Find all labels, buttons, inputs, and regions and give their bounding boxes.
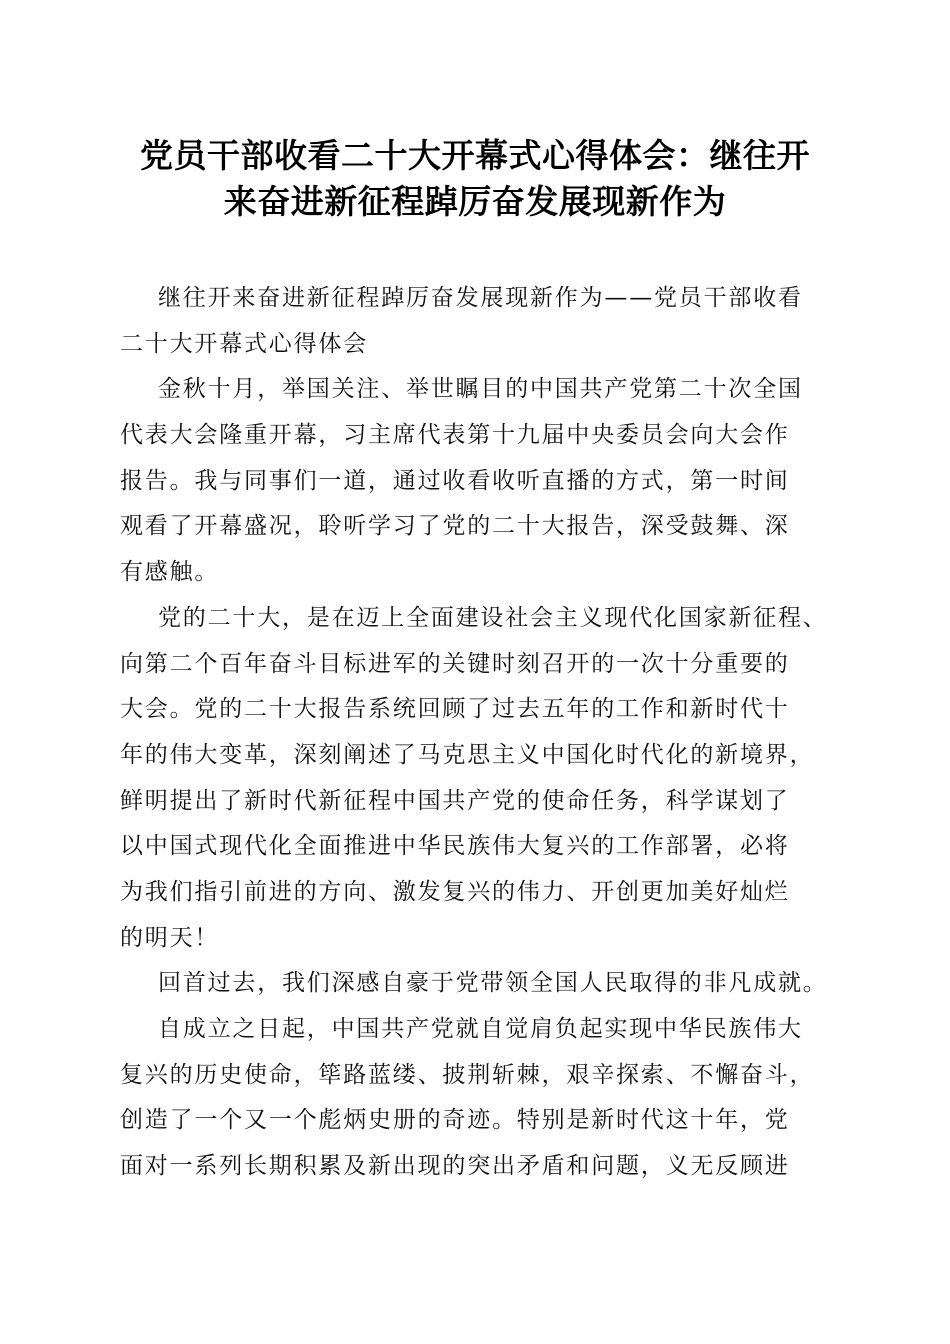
document-body xyxy=(120,276,840,1190)
paragraph-3 xyxy=(120,596,840,962)
paragraph-line: 为我们指引前进的方向、激发复兴的伟力、开创更加美好灿烂 xyxy=(120,878,790,905)
title-line-1: 党员干部收看二十大开幕式心得体会：继往开 xyxy=(140,136,810,175)
paragraph-line: 党的二十大，是在迈上全面建设社会主义现代化国家新征程、 xyxy=(158,604,828,631)
paragraph-line: 自成立之日起，中国共产党就自觉肩负起实现中华民族伟大 xyxy=(158,1016,803,1042)
paragraph-line: 复兴的历史使命，筚路蓝缕、披荆斩棘，艰辛探索、不懈奋斗， xyxy=(120,1061,815,1088)
paragraph-4 xyxy=(120,961,840,1007)
paragraph-line: 大会。党的二十大报告系统回顾了过去五年的工作和新时代十 xyxy=(120,696,790,723)
title-line-2: 来奋进新征程踔厉奋发展现新作为 xyxy=(223,182,727,221)
paragraph-line: 面对一系列长期积累及新出现的突出矛盾和问题，义无反顾进 xyxy=(120,1153,790,1180)
paragraph-line: 的明天！ xyxy=(120,924,220,951)
paragraph-line: 向第二个百年奋斗目标进军的关键时刻召开的一次十分重要的 xyxy=(120,650,790,677)
paragraph-line: 代表大会隆重开幕，习主席代表第十九届中央委员会向大会作 xyxy=(120,422,790,449)
paragraph-line: 报告。我与同事们一道，通过收看收听直播的方式，第一时间 xyxy=(120,467,790,494)
paragraph-line: 金秋十月，举国关注、举世瞩目的中国共产党第二十次全国 xyxy=(158,376,803,403)
paragraph-line: 继往开来奋进新征程踔厉奋发展现新作为——党员干部收看 xyxy=(158,285,803,311)
paragraph-2 xyxy=(120,367,840,595)
paragraph-line: 有感触。 xyxy=(120,559,220,586)
paragraph-line: 二十大开幕式心得体会 xyxy=(120,330,368,357)
paragraph-line: 鲜明提出了新时代新征程中国共产党的使命任务，科学谋划了 xyxy=(120,787,790,814)
document-title xyxy=(100,133,850,225)
paragraph-line: 以中国式现代化全面推进中华民族伟大复兴的工作部署，必将 xyxy=(120,833,790,860)
paragraph-line: 创造了一个又一个彪炳史册的奇迹。特别是新时代这十年，党 xyxy=(120,1107,790,1134)
paragraph-1 xyxy=(120,276,840,367)
paragraph-line: 年的伟大变革，深刻阐述了马克思主义中国化时代化的新境界， xyxy=(120,741,815,768)
paragraph-line: 回首过去，我们深感自豪于党带领全国人民取得的非凡成就。 xyxy=(158,970,828,997)
paragraph-line: 观看了开幕盛况，聆听学习了党的二十大报告，深受鼓舞、深 xyxy=(120,513,790,540)
paragraph-5 xyxy=(120,1007,840,1190)
